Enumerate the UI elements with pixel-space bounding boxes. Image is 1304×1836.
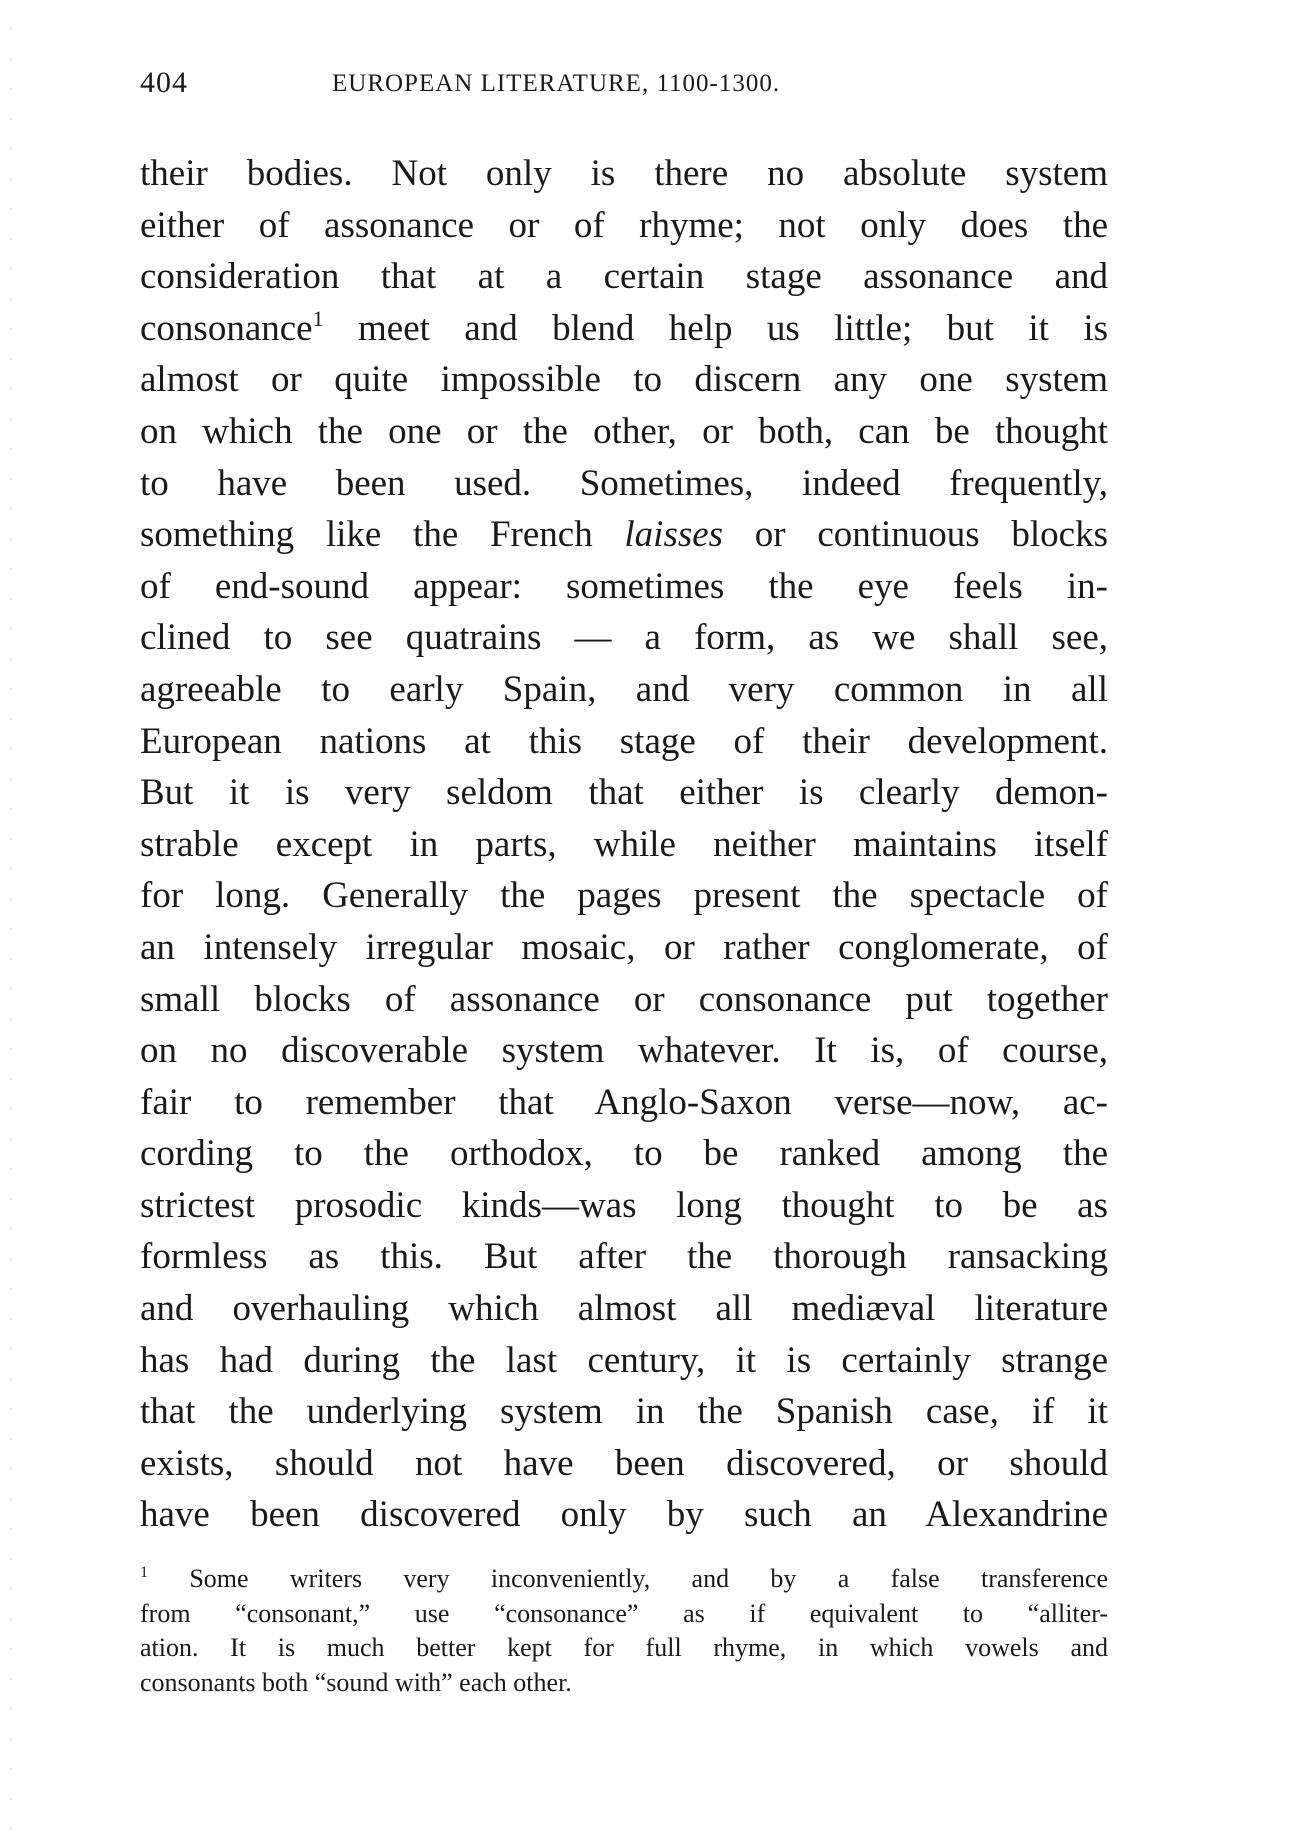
body-line: clined to see quatrains — a form, as we shall see, [140, 617, 1108, 659]
body-line: almost or quite impossible to discern any one system [140, 359, 1108, 401]
body-line: European nations at this stage of their development. [140, 720, 1108, 762]
body-line: exists, should not have been discovered, or should [140, 1442, 1108, 1484]
body-line-text: something like the French [140, 514, 593, 556]
body-line: for long. Generally the pages present the spectacle of [140, 875, 1108, 917]
footnote-line: from “consonant,” use “consonance” as if equivalent to “alliter- [140, 1598, 1108, 1628]
footnote-line-text: Some writers very inconveniently, and by a false transference [189, 1564, 1109, 1593]
body-text [140, 148, 1108, 1593]
body-line-text: meet and blend help us little; but it is [358, 307, 1108, 349]
footnote-reference: 1 [312, 305, 324, 331]
page-number: 404 [140, 66, 188, 99]
footnote-line: consonants both “sound with” each other. [140, 1667, 572, 1697]
scan-edge-marks [10, 0, 12, 1836]
footnote-line [140, 1562, 1108, 1597]
body-line: agreeable to early Spain, and very common in all [140, 668, 1108, 710]
body-line: an intensely irregular mosaic, or rather conglomerate, of [140, 926, 1108, 968]
body-line: on which the one or the other, or both, can be thought [140, 410, 1108, 452]
body-line: strictest prosodic kinds—was long thought to be as [140, 1184, 1108, 1226]
body-line: have been discovered only by such an Alexandrine [140, 1494, 1108, 1536]
body-line: cording to the orthodox, to be ranked among the [140, 1133, 1108, 1175]
italic-term: laisses [624, 514, 724, 556]
body-line: that the underlying system in the Spanish case, if it [140, 1391, 1108, 1433]
body-line: small blocks of assonance or consonance put together [140, 978, 1108, 1020]
body-line: formless as this. But after the thorough ransacking [140, 1236, 1108, 1278]
footnote [140, 1562, 1108, 1700]
running-head: EUROPEAN LITERATURE, 1100-1300. [332, 70, 781, 97]
body-line: has had during the last century, it is certainly strange [140, 1339, 1108, 1381]
footnote-marker: 1 [140, 1564, 148, 1581]
body-line: either of assonance or of rhyme; not only does the [140, 204, 1108, 246]
footnote-line: ation. It is much better kept for full rhyme, in which vowels and [140, 1633, 1108, 1662]
body-line: and overhauling which almost all mediæval literature [140, 1288, 1108, 1330]
body-line: of end-sound appear: sometimes the eye feels in- [140, 565, 1108, 607]
body-line: strable except in parts, while neither maintains itself [140, 823, 1108, 865]
body-line: fair to remember that Anglo-Saxon verse—now, ac- [140, 1081, 1108, 1123]
body-line: on no discoverable system whatever. It is, of course, [140, 1030, 1108, 1072]
body-line-with-italic [140, 509, 1108, 561]
body-line-with-footnote-ref [140, 303, 1108, 355]
consonance-word: consonance [140, 307, 313, 349]
body-line: But it is very seldom that either is clearly demon- [140, 772, 1108, 814]
body-line: their bodies. Not only is there no absolute system [140, 153, 1108, 194]
body-line: to have been used. Sometimes, indeed frequently, [140, 462, 1108, 504]
page-header [140, 66, 960, 110]
body-line: consideration that at a certain stage assonance and [140, 256, 1108, 298]
body-line-text: or continuous blocks [754, 514, 1109, 556]
